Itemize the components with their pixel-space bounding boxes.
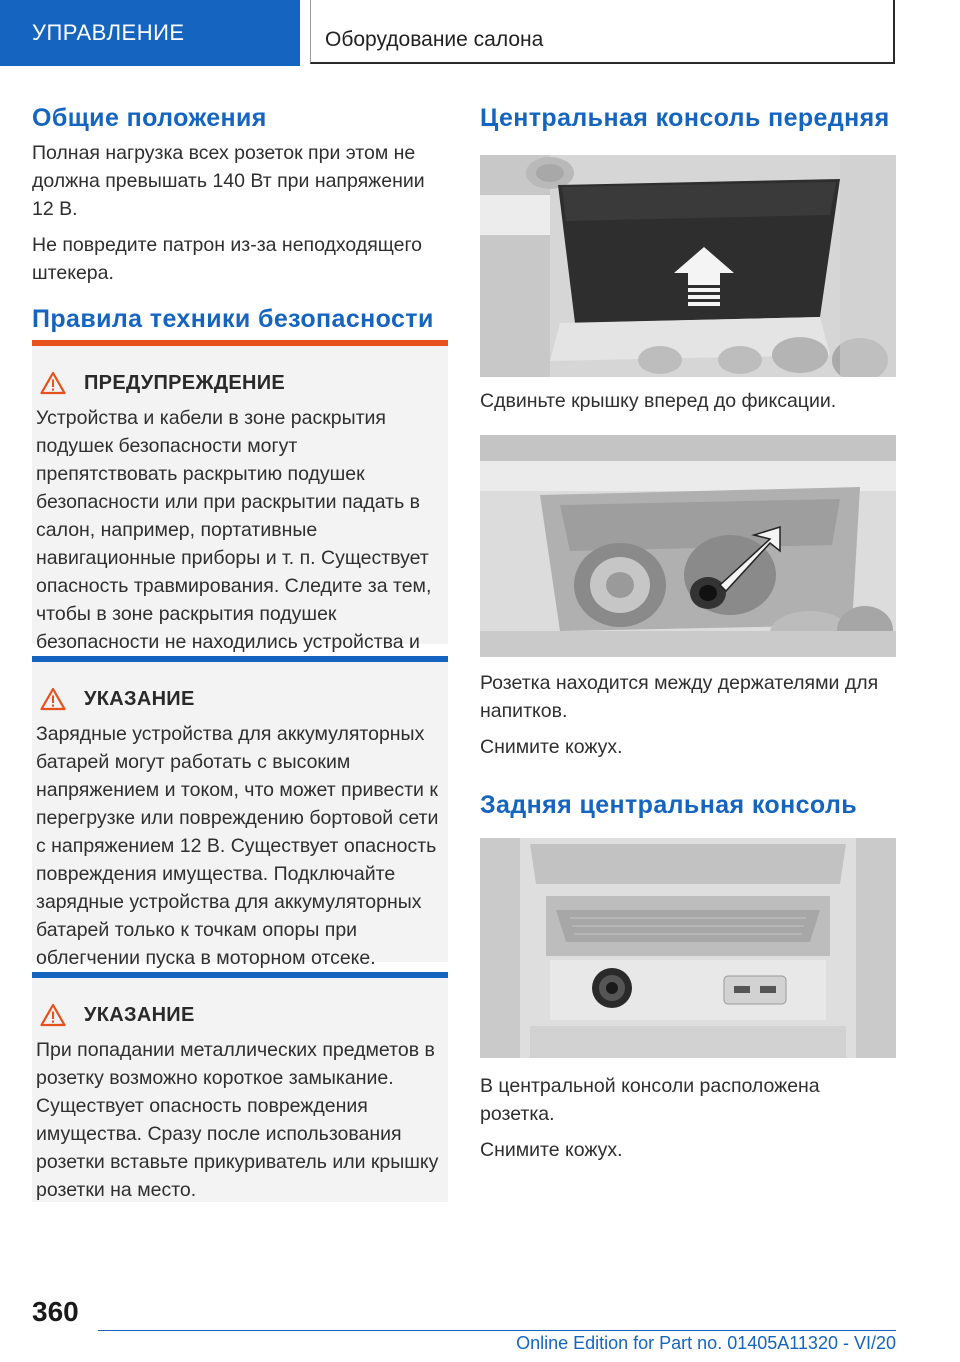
caption-remove-cover: Снимите кожух.	[480, 736, 623, 758]
safety-heading: Правила техники безопасности	[32, 305, 434, 333]
section-title: Оборудование салона	[325, 28, 544, 51]
warning-title: ПРЕДУПРЕЖДЕНИЕ	[84, 371, 286, 394]
warning-triangle-icon	[40, 371, 66, 395]
front-console-heading: Центральная консоль передняя	[480, 104, 890, 132]
footer-divider	[98, 1330, 896, 1331]
front-console-socket-photo	[480, 435, 896, 657]
chapter-title: УПРАВЛЕНИЕ	[32, 20, 185, 45]
caption-remove-cover-rear: Снимите кожух.	[480, 1139, 623, 1161]
section-header	[310, 0, 895, 64]
front-console-cover-photo	[480, 155, 896, 377]
warning-box	[32, 340, 448, 653]
page-number: 360	[32, 1296, 79, 1327]
caption-slide-cover: Сдвиньте крышку вперед до фиксации.	[480, 390, 837, 412]
notice-title: УКАЗАНИЕ	[84, 1003, 195, 1026]
chapter-tab	[0, 0, 300, 66]
caption-socket-location: Розетка находится между держателями для напитков.	[480, 672, 879, 722]
rear-console-photo	[480, 838, 896, 1058]
notice-box-1	[32, 656, 448, 969]
caption-rear-socket: В центральной консоли расположена розетка.	[480, 1075, 820, 1125]
notice-text: Зарядные устройства для аккумуляторных батарей могут работать с высоким напряжением и током, что может привести к перегрузке или повреждению бортовой сети с напряжением 12 В. Существует опасность повреждения имущества. Подключайте зарядные устройства для аккумуляторных батарей только к точкам опоры при облегчении пуска в моторном отсеке.	[36, 723, 439, 969]
warning-triangle-icon	[40, 687, 66, 711]
warning-text: Устройства и кабели в зоне раскрытия подушек безопасности могут препятствовать раскрытию подушек безопасности или при раскрытии падать в салон, например, портативные навигационные приборы и т. п. Существует опасность травмирования. Следите за тем, чтобы в зоне раскрытия подушек безопасности не находились устройства и	[36, 407, 432, 653]
notice-text: При попадании металлических предметов в розетку возможно короткое замыкание. Существует опасность повреждения имущества. Сразу после использования розетки вставьте прикуриватель или крышку розетки на место.	[36, 1039, 439, 1201]
left-column	[32, 104, 448, 334]
notice-box-2	[32, 972, 448, 1202]
warning-triangle-icon	[40, 1003, 66, 1027]
right-column	[480, 104, 896, 1164]
rear-console-heading: Задняя центральная консоль	[480, 791, 857, 819]
notice-title: УКАЗАНИЕ	[84, 687, 195, 710]
general-paragraph-2: Не повредите патрон из-за неподходящего штекера.	[32, 234, 422, 284]
footer-edition: Online Edition for Part no. 01405A11320 - VI/20	[516, 1333, 896, 1353]
general-paragraph-1: Полная нагрузка всех розеток при этом не должна превышать 140 Вт при напряжении 12 В.	[32, 142, 425, 220]
general-heading: Общие положения	[32, 104, 267, 132]
